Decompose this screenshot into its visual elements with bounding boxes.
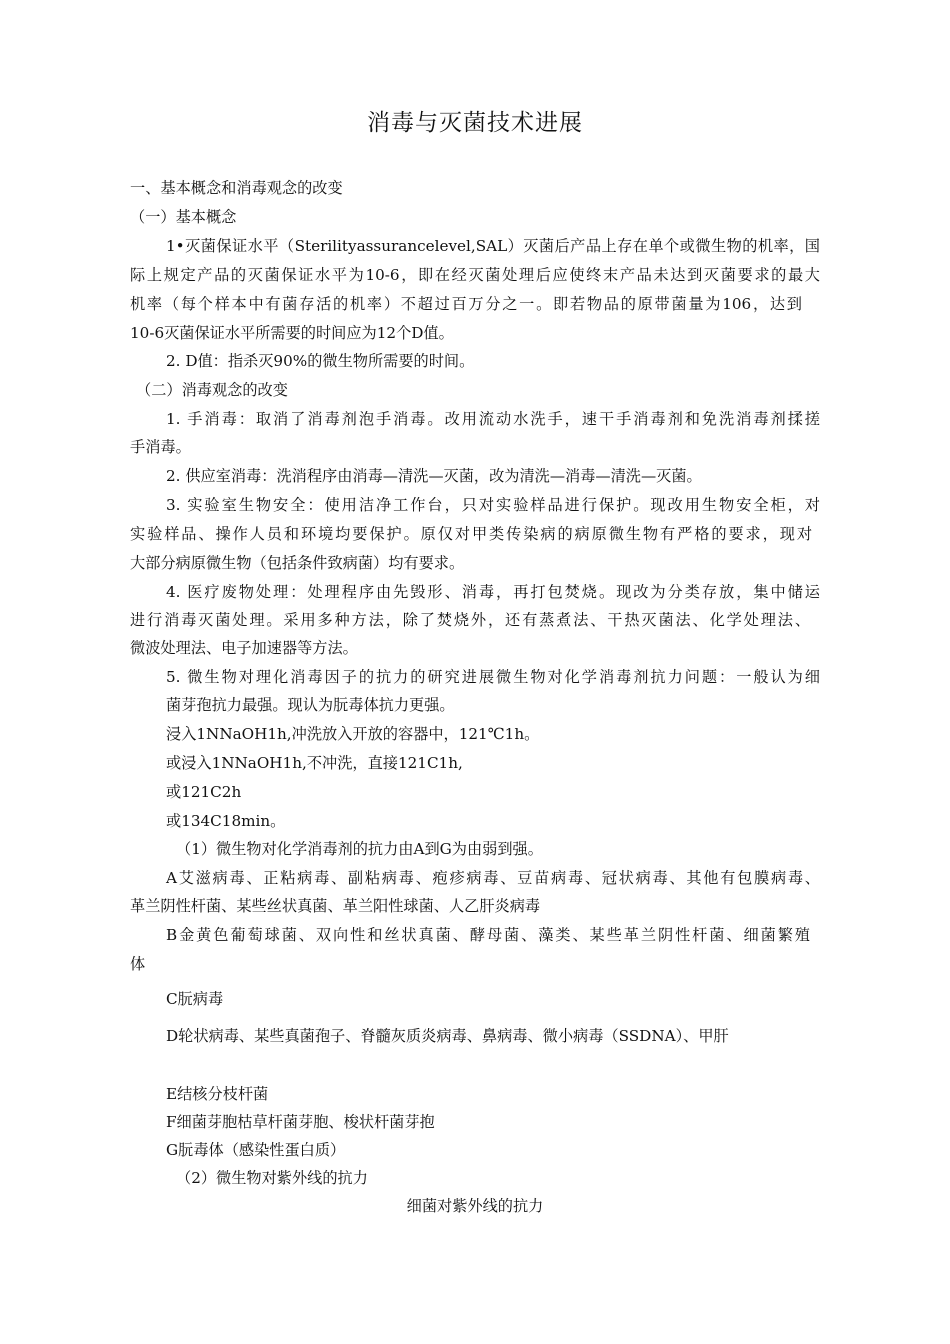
list-item: 体 xyxy=(130,955,146,973)
paragraph-line: 微波处理法、电子加速器等方法。 xyxy=(130,639,358,657)
paragraph-line: 5. 微生物对理化消毒因子的抗力的研究进展微生物对化学消毒剂抗力问题：一般认为细 xyxy=(166,668,820,686)
paragraph-line: 进行消毒灭菌处理。采用多种方法，除了焚烧外，还有蒸煮法、干热灭菌法、化学处理法、 xyxy=(130,611,810,629)
paragraph-line: 机率（每个样本中有菌存活的机率）不超过百万分之一。即若物品的原带菌量为106，达到 xyxy=(130,295,802,313)
paragraph-line: 3. 实验室生物安全：使用洁净工作台，只对实验样品进行保护。现改用生物安全柜，对 xyxy=(166,496,820,514)
list-item: B金黄色葡萄球菌、双向性和丝状真菌、酵母菌、藻类、某些革兰阴性杆菌、细菌繁殖 xyxy=(166,926,810,944)
paragraph-line: 手消毒。 xyxy=(130,438,191,456)
paragraph-line: 1. 手消毒：取消了消毒剂泡手消毒。改用流动水洗手，速干手消毒剂和免洗消毒剂揉搓 xyxy=(166,410,820,428)
list-heading: （2）微生物对紫外线的抗力 xyxy=(176,1169,368,1187)
subsection-heading: （一）基本概念 xyxy=(130,208,237,226)
procedure-line: 或浸入1NNaOH1h,不冲洗，直接121C1h, xyxy=(166,754,463,772)
paragraph-line: 实验样品、操作人员和环境均要保护。原仅对甲类传染病的病原微生物有严格的要求，现对 xyxy=(130,525,812,543)
list-item: G朊毒体（感染性蛋白质） xyxy=(166,1141,346,1159)
paragraph-line: 10-6灭菌保证水平所需要的时间应为12个D值。 xyxy=(130,324,454,342)
paragraph-line: 4. 医疗废物处理：处理程序由先毁形、消毒，再打包焚烧。现改为分类存放，集中储运 xyxy=(166,583,820,601)
list-item: F细菌芽胞枯草杆菌芽胞、梭状杆菌芽抱 xyxy=(166,1113,435,1131)
procedure-line: 浸入1NNaOH1h,冲洗放入开放的容器中，121℃1h。 xyxy=(166,725,540,743)
list-item: 革兰阴性杆菌、某些丝状真菌、革兰阳性球菌、人乙肝炎病毒 xyxy=(130,897,541,915)
paragraph-line: 大部分病原微生物（包括条件致病菌）均有要求。 xyxy=(130,554,465,572)
list-heading: （1）微生物对化学消毒剂的抗力由A到G为由弱到强。 xyxy=(176,840,543,858)
paragraph-line: 1•灭菌保证水平（Sterilityassurancelevel,SAL）灭菌后产品上存在单个或微生物的机率，国 xyxy=(166,237,820,255)
list-item: A艾滋病毒、正粘病毒、副粘病毒、疱疹病毒、豆苗病毒、冠状病毒、其他有包膜病毒、 xyxy=(166,869,820,887)
paragraph-line: 菌芽孢抗力最强。现认为朊毒体抗力更强。 xyxy=(166,696,455,714)
paragraph-line: 2. 供应室消毒：洗消程序由消毒—清洗—灭菌，改为清洗—消毒—清洗—灭菌。 xyxy=(166,467,702,485)
list-item: E结核分枝杆菌 xyxy=(166,1085,269,1103)
section-heading: 一、基本概念和消毒观念的改变 xyxy=(130,179,343,197)
subsection-heading: （二）消毒观念的改变 xyxy=(136,381,288,399)
table-caption: 细菌对紫外线的抗力 xyxy=(406,1197,544,1215)
procedure-line: 或134C18min。 xyxy=(166,812,286,830)
paragraph-line: 际上规定产品的灭菌保证水平为10-6，即在经灭菌处理后应使终末产品未达到灭菌要求的最大 xyxy=(130,266,820,284)
list-item: C朊病毒 xyxy=(166,990,224,1008)
paragraph-line: 2. D值：指杀灭90%的微生物所需要的时间。 xyxy=(166,352,475,370)
document-title: 消毒与灭菌技术进展 xyxy=(367,110,583,136)
procedure-line: 或121C2h xyxy=(166,783,242,801)
list-item: D轮状病毒、某些真菌孢子、脊髓灰质炎病毒、鼻病毒、微小病毒（SSDNA）、甲肝 xyxy=(166,1027,729,1045)
